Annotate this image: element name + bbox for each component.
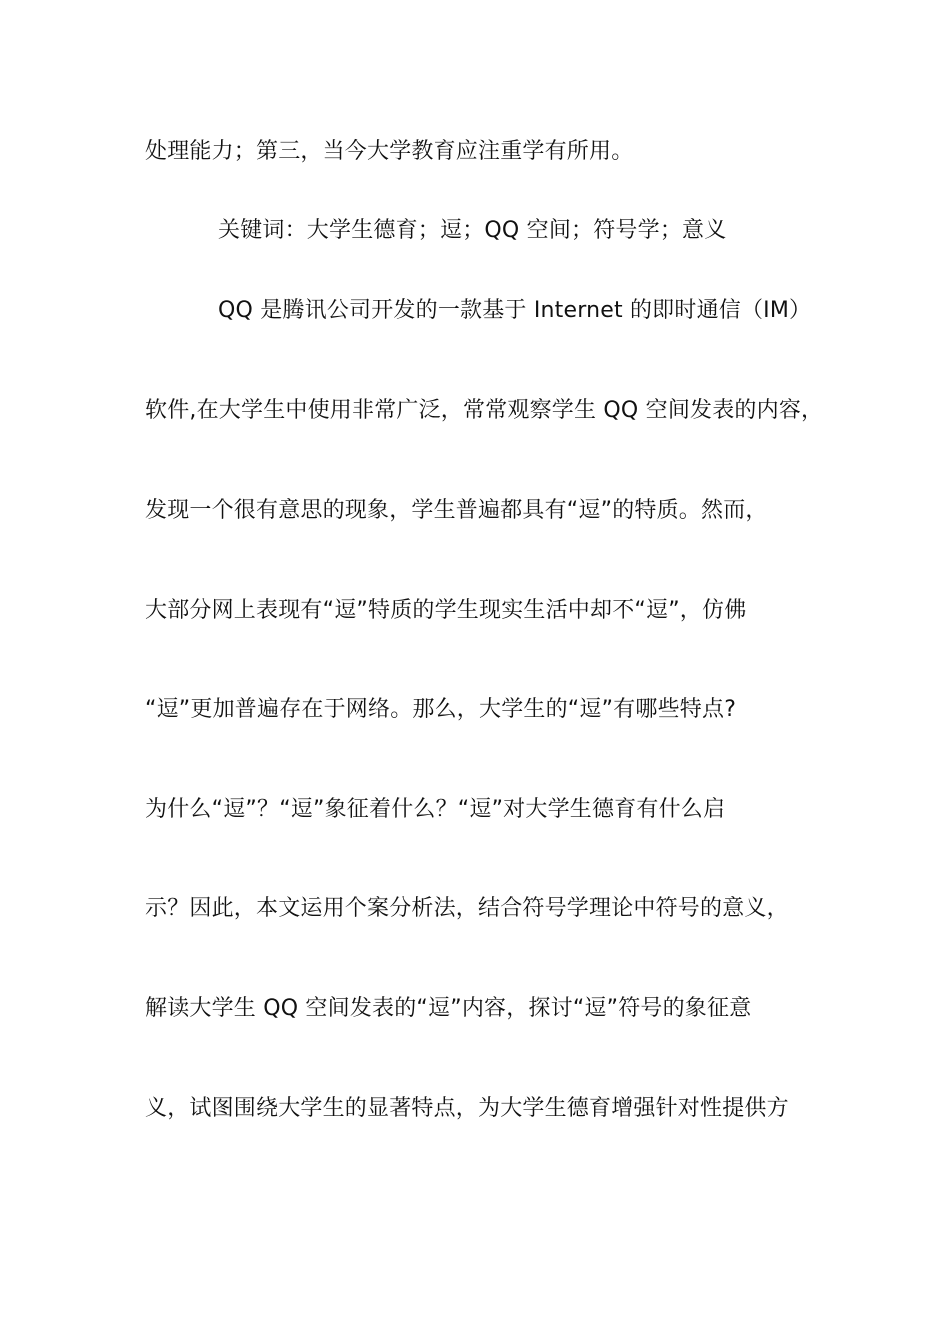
paragraph-line: “逗”更加普遍存在于网络。那么，大学生的“逗”有哪些特点? — [145, 697, 737, 722]
paragraph-line: 解读大学生 QQ 空间发表的“逗”内容，探讨“逗”符号的象征意 — [145, 996, 752, 1021]
paragraph-line: 义，试图围绕大学生的显著特点，为大学生德育增强针对性提供方 — [145, 1096, 789, 1121]
paragraph-line: 发现一个很有意思的现象，学生普遍都具有“逗”的特质。然而， — [145, 498, 768, 523]
text-line-continuation: 处理能力；第三，当今大学教育应注重学有所用。 — [145, 139, 634, 164]
paragraph-line: 大部分网上表现有“逗”特质的学生现实生活中却不“逗”，仿佛 — [145, 598, 747, 623]
keywords-line: 关键词：大学生德育；逗；QQ 空间；符号学；意义 — [218, 218, 727, 243]
paragraph-first-line: QQ 是腾讯公司开发的一款基于 Internet 的即时通信（IM） — [218, 298, 812, 323]
paragraph-line: 为什么“逗”？“逗”象征着什么？“逗”对大学生德育有什么启 — [145, 797, 726, 822]
paragraph-line: 示？因此，本文运用个案分析法，结合符号学理论中符号的意义， — [145, 896, 789, 921]
paragraph-line: 软件,在大学生中使用非常广泛，常常观察学生 QQ 空间发表的内容， — [145, 398, 824, 423]
